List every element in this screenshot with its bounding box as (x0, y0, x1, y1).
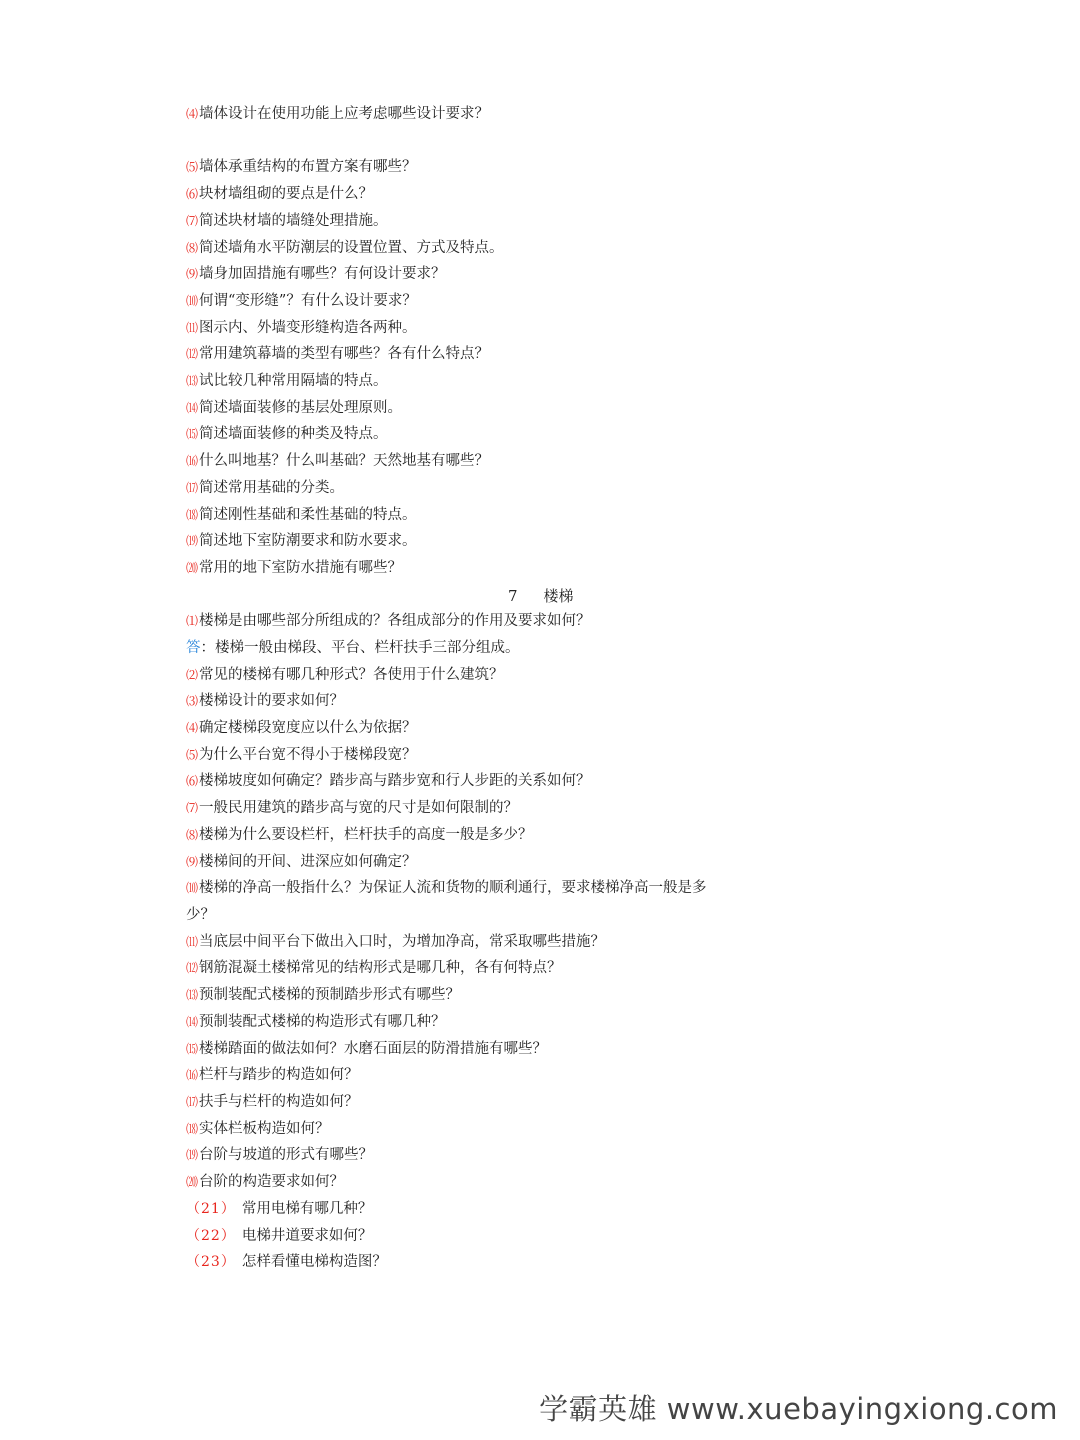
question-text: 台阶的构造要求如何？ (199, 1174, 345, 1190)
question-number: ⑾ (186, 321, 199, 335)
question-item (186, 1012, 446, 1032)
question-number: ⑴ (186, 614, 199, 628)
question-text: 楼梯的净高一般指什么？为保证人流和货物的顺利通行，要求楼梯净高一般是多 (199, 880, 707, 896)
question-item (186, 531, 417, 551)
question-item (186, 291, 417, 311)
question-number: ⑸ (186, 160, 199, 174)
question-number: ⒇ (186, 1175, 199, 1189)
question-number: ⑼ (186, 855, 199, 869)
question-text: 楼梯间的开间、进深应如何确定？ (199, 854, 417, 870)
question-number: ⒅ (186, 508, 199, 522)
question-number: ⑷ (186, 721, 199, 735)
question-number: ⑽ (186, 881, 199, 895)
question-number: ⑶ (186, 694, 199, 708)
question-text: 简述墙面装修的基层处理原则。 (199, 400, 403, 416)
question-text: 电梯井道要求如何？ (241, 1228, 373, 1244)
question-item (186, 1039, 547, 1059)
question-item (186, 1226, 372, 1246)
question-item (186, 505, 417, 525)
question-item (186, 264, 446, 284)
question-text: 当底层中间平台下做出入口时，为增加净高，常采取哪些措施？ (199, 934, 606, 950)
question-item (186, 611, 591, 631)
question-number: ⑺ (186, 801, 199, 815)
question-number: ⑷ (186, 107, 199, 121)
question-text: 楼梯为什么要设栏杆，栏杆扶手的高度一般是多少？ (199, 827, 533, 843)
question-text: 确定楼梯段宽度应以什么为依据？ (199, 720, 417, 736)
question-item (186, 852, 417, 872)
question-text: 楼梯踏面的做法如何？水磨石面层的防滑措施有哪些？ (199, 1041, 548, 1057)
question-text: 常用的地下室防水措施有哪些？ (199, 560, 403, 576)
question-number: ⒅ (186, 1122, 199, 1136)
question-text: 墙身加固措施有哪些？有何设计要求？ (199, 266, 446, 282)
question-item (186, 985, 460, 1005)
question-number: ⑻ (186, 241, 199, 255)
question-item (186, 104, 489, 124)
question-number: ⑸ (186, 748, 199, 762)
answer-text: ：楼梯一般由梯段、平台、栏杆扶手三部分组成。 (200, 640, 520, 656)
question-item (186, 798, 518, 818)
question-text: 钢筋混凝土楼梯常见的结构形式是哪几种，各有何特点？ (199, 960, 562, 976)
question-text: 一般民用建筑的踏步高与宽的尺寸是如何限制的？ (199, 800, 519, 816)
question-text: 台阶与坡道的形式有哪些？ (199, 1147, 374, 1163)
section-number: 7 (508, 587, 518, 605)
question-item (186, 398, 402, 418)
question-item (186, 745, 417, 765)
question-item (186, 344, 489, 364)
question-item (186, 958, 562, 978)
question-item (186, 665, 504, 685)
question-item (186, 558, 402, 578)
question-text: 墙体设计在使用功能上应考虑哪些设计要求？ (199, 106, 490, 122)
question-text: 楼梯是由哪些部分所组成的？各组成部分的作用及要求如何？ (199, 613, 591, 629)
question-text: 何谓“变形缝”？有什么设计要求？ (199, 293, 417, 309)
question-number: ⑿ (186, 347, 199, 361)
question-item (186, 478, 344, 498)
question-number: ⑾ (186, 935, 199, 949)
question-text: 简述墙面装修的种类及特点。 (199, 426, 388, 442)
question-number: ⑿ (186, 961, 199, 975)
question-item (186, 718, 417, 738)
question-number: ⑵ (186, 668, 199, 682)
question-number: ⒃ (186, 454, 199, 468)
question-text: 图示内、外墙变形缝构造各两种。 (199, 320, 417, 336)
question-text: 块材墙组砌的要点是什么？ (199, 186, 374, 202)
question-number: ⒁ (186, 401, 199, 415)
question-item (186, 184, 373, 204)
question-text: 扶手与栏杆的构造如何？ (199, 1094, 359, 1110)
question-text: 简述常用基础的分类。 (199, 480, 345, 496)
question-item (186, 691, 344, 711)
question-item (186, 932, 605, 952)
question-continuation: 少？ (186, 907, 215, 923)
question-item (186, 1172, 344, 1192)
question-number: （21） (186, 1201, 236, 1217)
question-item (186, 371, 388, 391)
answer-label: 答 (186, 640, 201, 656)
question-number: （23） (186, 1254, 236, 1270)
question-text: 预制装配式楼梯的构造形式有哪几种？ (199, 1014, 446, 1030)
question-number: ⒆ (186, 534, 199, 548)
question-text: 什么叫地基？什么叫基础？天然地基有哪些？ (199, 453, 490, 469)
question-number: ⒄ (186, 1095, 199, 1109)
question-item (186, 1065, 359, 1085)
question-text: 楼梯坡度如何确定？踏步高与踏步宽和行人步距的关系如何？ (199, 773, 591, 789)
question-number: ⑼ (186, 267, 199, 281)
section-title: 楼梯 (543, 587, 574, 605)
question-item (186, 771, 591, 791)
question-text: 实体栏板构造如何？ (199, 1121, 330, 1137)
question-number: ⒁ (186, 1015, 199, 1029)
watermark: 学霸英雄 www.xuebayingxiong.com (539, 1392, 1058, 1426)
section-heading (508, 586, 574, 606)
question-number: ⒆ (186, 1148, 199, 1162)
question-text: 栏杆与踏步的构造如何？ (199, 1067, 359, 1083)
question-text: 为什么平台宽不得小于楼梯段宽？ (199, 747, 417, 763)
question-number: ⒂ (186, 1042, 199, 1056)
question-text: 试比较几种常用隔墙的特点。 (199, 373, 388, 389)
question-text: 常用电梯有哪几种？ (241, 1201, 373, 1217)
question-number: （22） (186, 1228, 236, 1244)
question-number: ⒄ (186, 481, 199, 495)
question-number: ⒇ (186, 561, 199, 575)
question-text: 常用建筑幕墙的类型有哪些？各有什么特点？ (199, 346, 490, 362)
question-item (186, 1092, 359, 1112)
question-text: 简述地下室防潮要求和防水要求。 (199, 533, 417, 549)
question-number: ⑻ (186, 828, 199, 842)
question-text: 墙体承重结构的布置方案有哪些？ (199, 159, 417, 175)
question-item (186, 238, 504, 258)
question-number: ⒀ (186, 374, 199, 388)
question-number: ⑹ (186, 187, 199, 201)
question-text: 简述刚性基础和柔性基础的特点。 (199, 507, 417, 523)
question-text: 简述块材墙的墙缝处理措施。 (199, 213, 388, 229)
question-number: ⒃ (186, 1068, 199, 1082)
question-item (186, 157, 417, 177)
question-item (186, 825, 533, 845)
question-item (186, 451, 489, 471)
question-item (186, 1119, 330, 1139)
question-text: 简述墙角水平防潮层的设置位置、方式及特点。 (199, 240, 504, 256)
question-item (186, 878, 707, 898)
question-item (186, 1145, 373, 1165)
question-text: 怎样看懂电梯构造图？ (241, 1254, 387, 1270)
question-text: 楼梯设计的要求如何？ (199, 693, 345, 709)
question-number: ⑽ (186, 294, 199, 308)
question-text: 常见的楼梯有哪几种形式？各使用于什么建筑？ (199, 667, 504, 683)
question-item (186, 211, 388, 231)
question-item (186, 1252, 387, 1272)
question-item (186, 318, 417, 338)
question-text: 预制装配式楼梯的预制踏步形式有哪些？ (199, 987, 461, 1003)
answer-line (186, 638, 520, 658)
question-number: ⒀ (186, 988, 199, 1002)
question-number: ⒂ (186, 427, 199, 441)
question-item (186, 424, 388, 444)
question-item (186, 1199, 372, 1219)
question-number: ⑺ (186, 214, 199, 228)
question-number: ⑹ (186, 774, 199, 788)
